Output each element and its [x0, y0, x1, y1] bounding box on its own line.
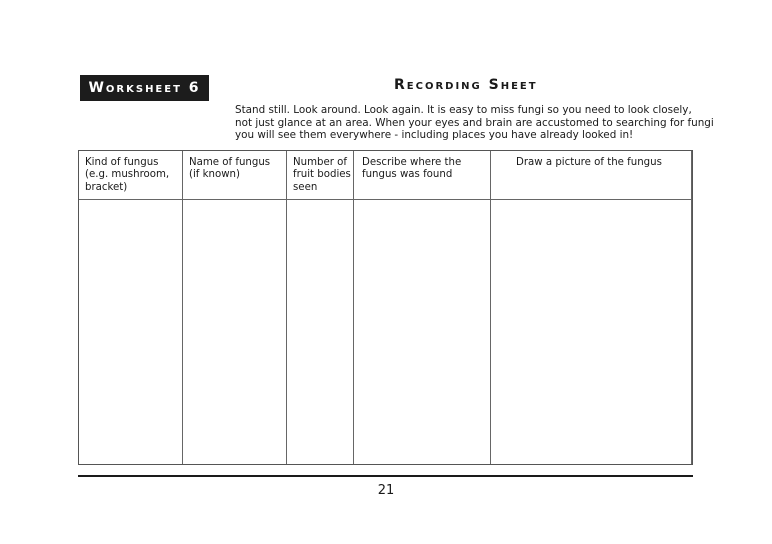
sheet-title: Recording Sheet [394, 77, 538, 93]
recording-table [78, 150, 693, 465]
header-number-of-fruit-bodies [293, 157, 351, 194]
header-where-found [362, 157, 461, 182]
header-line: seen [293, 181, 318, 193]
header-line: Name of fungus [189, 157, 271, 168]
header-kind-of-fungus [85, 157, 169, 194]
column-where-found[interactable] [354, 151, 491, 464]
intro-line: not just glance at an area. When your eyes and brain are accustomed to searching for fungi [235, 116, 714, 129]
header-line: Describe where the [362, 157, 462, 168]
header-line: fungus was found [362, 169, 453, 181]
header-line: Kind of fungus [85, 157, 159, 168]
column-kind-of-fungus[interactable] [79, 151, 183, 464]
column-number-of-fruit-bodies[interactable] [287, 151, 354, 464]
header-line: (e.g. mushroom, [85, 169, 170, 181]
header-line: (if known) [189, 169, 240, 181]
footer-rule [78, 475, 693, 477]
worksheet-label: Worksheet 6 [80, 75, 209, 101]
column-name-of-fungus[interactable] [183, 151, 287, 464]
intro-text [235, 104, 714, 142]
header-line: Number of [293, 157, 347, 168]
intro-line: you will see them everywhere - including places you have already looked in! [235, 129, 634, 141]
header-drawing [516, 157, 662, 169]
header-divider [79, 199, 692, 200]
column-drawing[interactable] [491, 151, 692, 464]
header-line: fruit bodies [293, 169, 351, 181]
header-line: Draw a picture of the fungus [516, 157, 662, 168]
intro-line: Stand still. Look around. Look again. It is easy to miss fungi so you need to look closely, [235, 104, 692, 116]
header-name-of-fungus [189, 157, 270, 182]
page-number: 21 [377, 483, 395, 498]
header-line: bracket) [85, 181, 128, 193]
